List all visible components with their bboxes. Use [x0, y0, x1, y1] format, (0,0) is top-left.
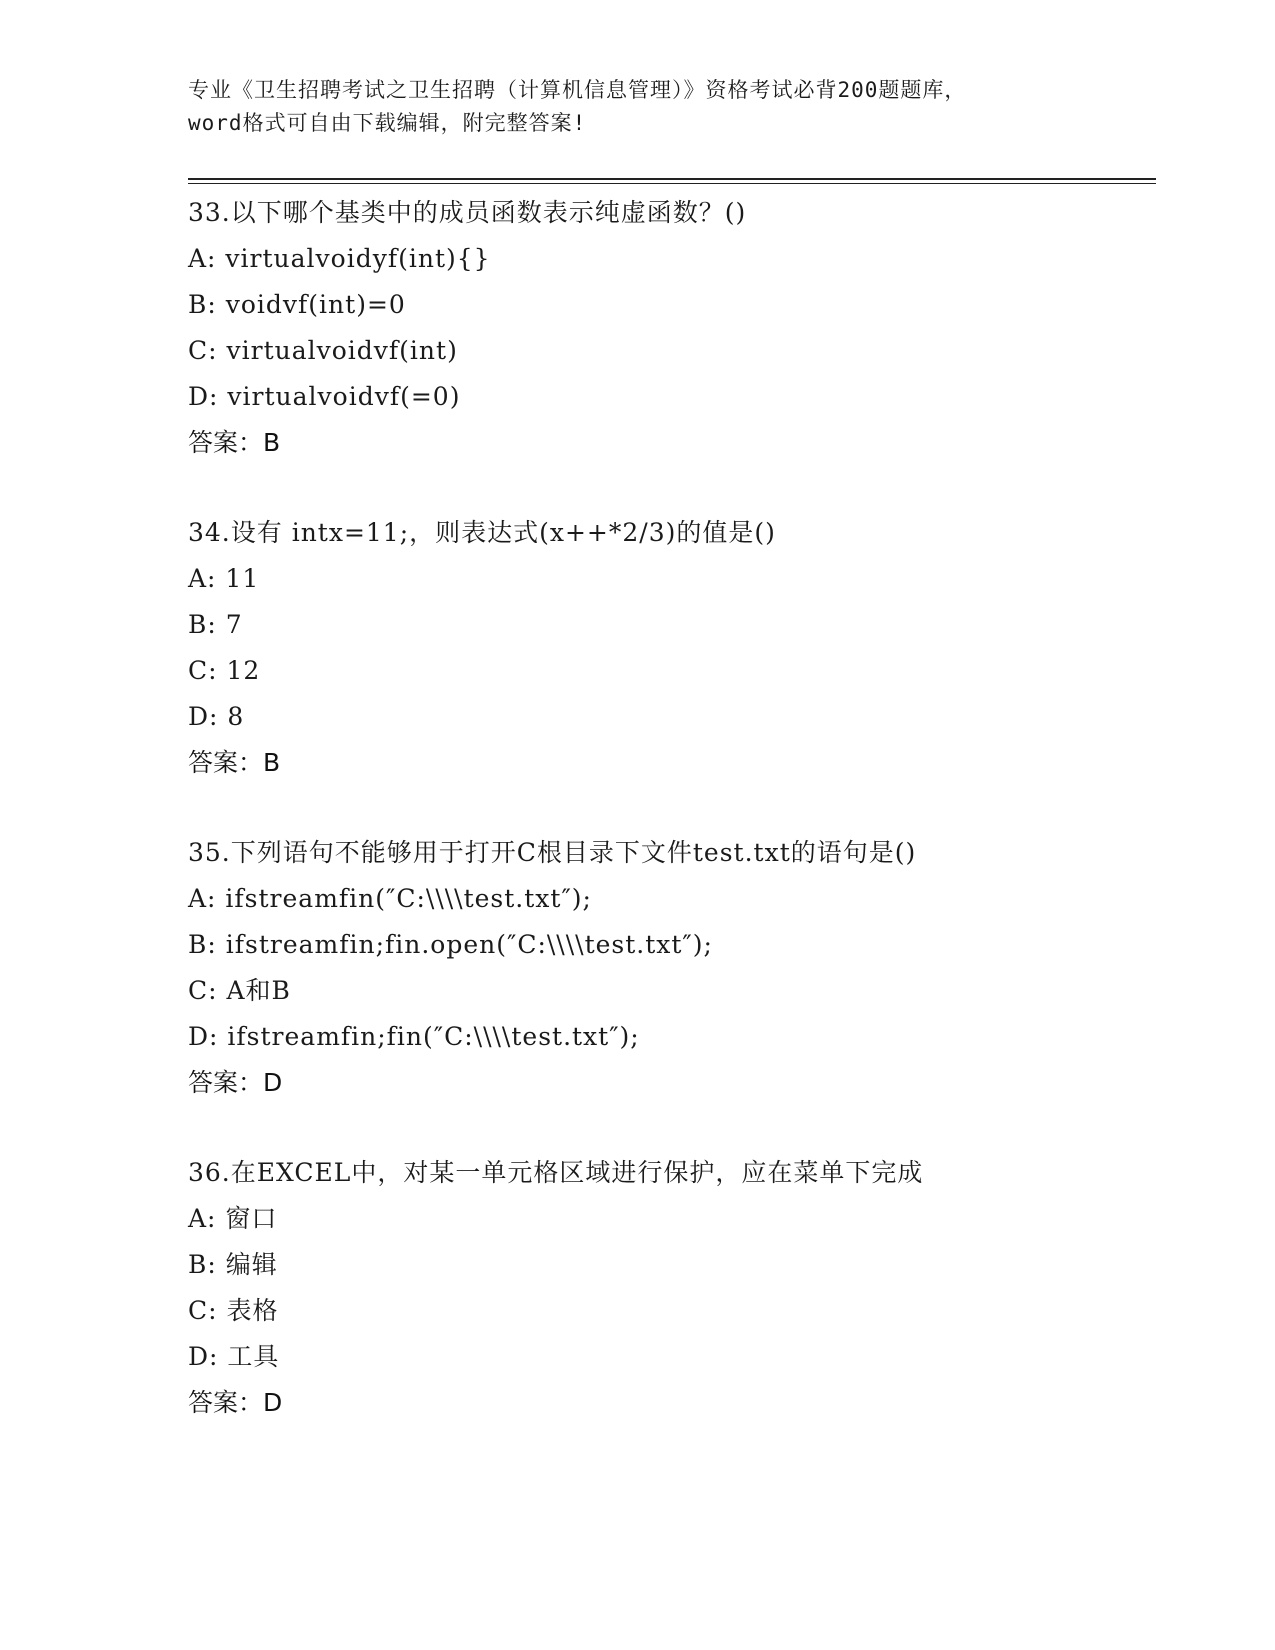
question-stem: 33.以下哪个基类中的成员函数表示纯虚函数？() [188, 198, 747, 227]
question-stem: 34.设有 intx=11;，则表达式(x++*2/3)的值是() [188, 518, 776, 547]
option-d: D: ifstreamfin;fin(″C:\\\\test.txt″); [188, 1022, 640, 1051]
option-c: C: A和B [188, 976, 291, 1005]
answer-line: 答案：D [188, 1068, 283, 1097]
option-c: C: 表格 [188, 1296, 279, 1325]
header-line-1: 专业《卫生招聘考试之卫生招聘（计算机信息管理）》资格考试必背200题题库， [188, 78, 967, 102]
answer-line: 答案：B [188, 428, 281, 457]
option-b: B: 7 [188, 610, 243, 639]
option-b: B: ifstreamfin;fin.open(″C:\\\\test.txt″); [188, 930, 713, 959]
question-spacer [188, 1106, 1168, 1150]
option-c: C: 12 [188, 656, 261, 685]
question-35 [188, 830, 1168, 1106]
question-36 [188, 1150, 1168, 1426]
header-divider-thick [188, 178, 1156, 180]
question-spacer [188, 786, 1168, 830]
option-d: D: 8 [188, 702, 245, 731]
option-a: A: 窗口 [188, 1204, 278, 1233]
answer-line: 答案：B [188, 748, 281, 777]
document-header [188, 74, 1088, 140]
option-a: A: 11 [188, 564, 260, 593]
option-c: C: virtualvoidvf(int) [188, 336, 458, 365]
question-spacer [188, 466, 1168, 510]
option-b: B: voidvf(int)=0 [188, 290, 406, 319]
question-33 [188, 190, 1168, 466]
question-list [188, 190, 1168, 1426]
option-d: D: 工具 [188, 1342, 280, 1371]
header-divider-thin [188, 183, 1156, 184]
header-line-2: word格式可自由下载编辑，附完整答案! [188, 111, 587, 135]
question-stem: 36.在EXCEL中，对某一单元格区域进行保护，应在菜单下完成 [188, 1158, 924, 1187]
option-a: A: ifstreamfin(″C:\\\\test.txt″); [188, 884, 592, 913]
answer-line: 答案：D [188, 1388, 283, 1417]
option-d: D: virtualvoidvf(=0) [188, 382, 461, 411]
question-34 [188, 510, 1168, 786]
option-b: B: 编辑 [188, 1250, 278, 1279]
option-a: A: virtualvoidyf(int){} [188, 244, 491, 273]
question-stem: 35.下列语句不能够用于打开C根目录下文件test.txt的语句是() [188, 838, 917, 867]
